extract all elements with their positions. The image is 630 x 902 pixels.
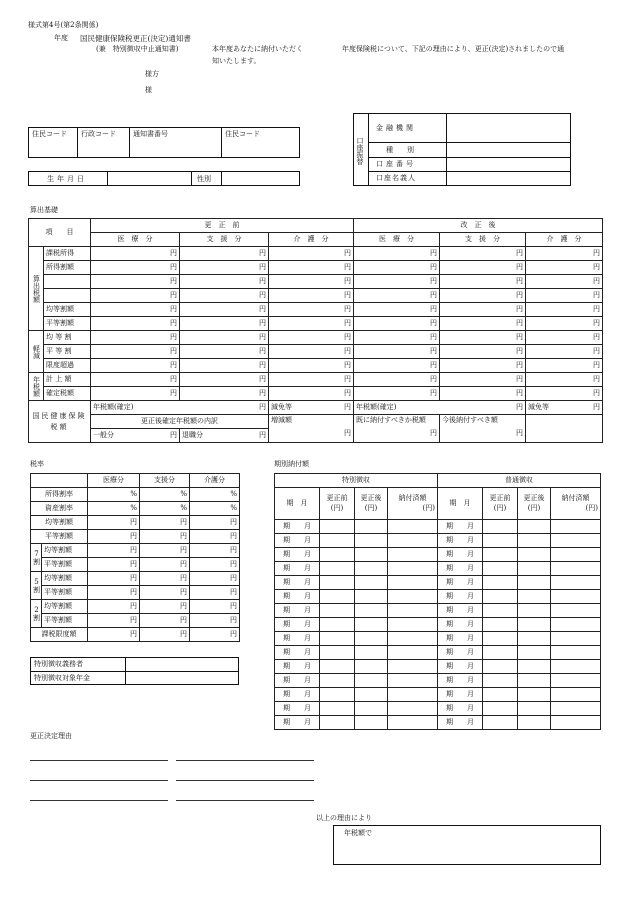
rate-value-cell: 円 — [140, 516, 190, 530]
row-label: 所得割額 — [44, 261, 91, 275]
special-obligor-label: 特別徴収義務者 — [34, 660, 83, 668]
rate-row-label: 均等割額 — [31, 516, 88, 530]
amount-cell — [320, 618, 355, 632]
period-cell: 期 月 — [438, 590, 483, 604]
future-due-label: 今後納付すべき額 — [442, 416, 498, 424]
row-label: 均等割額 — [44, 303, 91, 317]
before-care-header: 介 護 分 — [269, 233, 354, 247]
account-holder-label: 口座名義人 — [376, 174, 416, 182]
rates-section-title: 税率 — [30, 460, 44, 468]
amount-cell — [320, 660, 355, 674]
rate-value-cell: 円 — [190, 572, 240, 586]
rate-value-cell: 円 — [140, 628, 190, 642]
period-header: 期 月 — [275, 488, 320, 520]
amount-cell — [388, 618, 438, 632]
table-row: 円 円 円 円 円 円 — [29, 289, 603, 303]
rate-reduction-group: 5割 — [31, 572, 42, 600]
rate-value-cell: 円 — [88, 614, 140, 628]
basis-section-title: 算出基礎 — [30, 206, 58, 214]
table-row — [31, 558, 240, 572]
rate-row-label: 所得割率 — [31, 488, 88, 502]
amount-cell — [320, 520, 355, 534]
row-label — [44, 275, 91, 289]
amount-cell — [551, 562, 601, 576]
table-row — [275, 632, 601, 646]
period-cell: 期 月 — [438, 604, 483, 618]
ordinary-collection-header: 普通徴収 — [438, 474, 601, 488]
table-row — [275, 520, 601, 534]
rate-value-cell: 円 — [190, 600, 240, 614]
amount-cell — [388, 688, 438, 702]
period-cell: 期 月 — [438, 548, 483, 562]
rate-support-header: 支援分 — [140, 474, 190, 488]
birth-row — [28, 171, 300, 186]
period-cell: 期 月 — [275, 548, 320, 562]
resident-code-label: 住民コード — [32, 130, 67, 138]
amount-cell — [388, 716, 438, 730]
breakdown-label: 更正後確定年税額の内訳 — [91, 415, 269, 429]
rate-value-cell: 円 — [140, 586, 190, 600]
document-title: 国民健康保険税更正(決定)通知書 — [80, 34, 191, 43]
rate-value-cell: 円 — [88, 572, 140, 586]
amount-cell — [551, 604, 601, 618]
amount-cell — [388, 548, 438, 562]
amount-cell — [483, 520, 518, 534]
period-header-ordinary: 期 月 — [438, 488, 483, 520]
code-box — [28, 127, 300, 158]
amount-cell — [355, 688, 388, 702]
after-header: 改 正 後 — [354, 219, 603, 233]
table-row: 限度超過 円 円 円 円 円 円 — [29, 359, 603, 373]
reason-line — [176, 800, 314, 801]
amount-cell — [551, 674, 601, 688]
admin-code-label: 行政コード — [81, 130, 116, 138]
before-support-header: 支 援 分 — [180, 233, 269, 247]
rate-row-label: 均等割額 — [42, 600, 88, 614]
row-label: 確定税額 — [44, 387, 91, 401]
reason-line — [30, 800, 168, 801]
annual-confirmed-after-label: 年税額(確定) — [356, 403, 397, 411]
bank-transfer-label: 口座振替 — [356, 137, 364, 165]
by-reason-label: 以上の理由により — [316, 814, 372, 822]
table-row — [31, 572, 240, 586]
table-row — [31, 516, 240, 530]
amount-cell — [551, 590, 601, 604]
form-number: 様式第4号(第2条関係) — [28, 21, 99, 29]
period-cell: 期 月 — [275, 618, 320, 632]
period-cell: 期 月 — [275, 604, 320, 618]
rate-value-cell: 円 — [140, 530, 190, 544]
row-label: 限度超過 — [44, 359, 91, 373]
rate-value-cell: 円 — [190, 614, 240, 628]
amount-cell — [355, 520, 388, 534]
row-label: 課税所得 — [44, 247, 91, 261]
amount-cell — [551, 548, 601, 562]
reason-line — [30, 780, 168, 781]
installments-section-title: 期別納付額 — [274, 460, 309, 468]
period-cell: 期 月 — [275, 576, 320, 590]
amount-cell — [551, 660, 601, 674]
notice-number-label: 通知書番号 — [133, 130, 168, 138]
amount-cell — [388, 604, 438, 618]
amount-cell — [483, 674, 518, 688]
amount-cell — [483, 716, 518, 730]
amount-cell — [388, 590, 438, 604]
period-cell: 期 月 — [275, 562, 320, 576]
reason-line — [30, 760, 168, 761]
amount-cell — [388, 660, 438, 674]
amount-cell — [320, 632, 355, 646]
amount-cell — [355, 618, 388, 632]
amount-cell — [518, 590, 551, 604]
amount-cell — [355, 590, 388, 604]
table-row: 年税額 計 上 額 円 円 円 円 円 円 — [29, 373, 603, 387]
amount-cell — [518, 520, 551, 534]
bank-transfer-box — [353, 113, 571, 186]
amount-cell — [355, 674, 388, 688]
reason-line — [176, 780, 314, 781]
rate-value-cell: % — [88, 502, 140, 516]
rate-row-label: 均等割額 — [42, 544, 88, 558]
reason-line — [176, 760, 314, 761]
table-row — [275, 660, 601, 674]
row-label — [44, 289, 91, 303]
amount-cell — [355, 562, 388, 576]
amount-cell — [518, 548, 551, 562]
amount-cell — [320, 590, 355, 604]
amount-cell — [320, 702, 355, 716]
rate-value-cell: % — [140, 502, 190, 516]
group-calculated-tax: 算出税額 — [29, 247, 44, 331]
table-row: 確定税額 円 円 円 円 円 円 — [29, 387, 603, 401]
amount-cell — [483, 646, 518, 660]
amount-cell — [551, 618, 601, 632]
period-cell: 期 月 — [275, 688, 320, 702]
period-cell: 期 月 — [438, 688, 483, 702]
rate-reduction-group: 7割 — [31, 544, 42, 572]
period-cell: 期 月 — [275, 716, 320, 730]
table-row — [31, 600, 240, 614]
amount-cell — [518, 646, 551, 660]
amount-cell — [320, 674, 355, 688]
rate-row-label: 課税限度額 — [31, 628, 88, 642]
amount-cell — [355, 576, 388, 590]
annual-tax-label: 年税額で — [344, 829, 372, 837]
period-cell: 期 月 — [438, 534, 483, 548]
amount-cell — [483, 632, 518, 646]
row-label: 計 上 額 — [44, 373, 91, 387]
table-row: 軽減 均 等 割 円 円 円 円 円 円 — [29, 331, 603, 345]
amount-cell — [551, 688, 601, 702]
account-type-label: 種 別 — [386, 146, 414, 154]
rate-value-cell: 円 — [88, 558, 140, 572]
table-row — [275, 716, 601, 730]
amount-cell — [483, 534, 518, 548]
amount-cell — [355, 646, 388, 660]
rate-reduction-group: 2割 — [31, 600, 42, 628]
rate-value-cell: % — [190, 502, 240, 516]
period-cell: 期 月 — [275, 646, 320, 660]
rate-value-cell: 円 — [190, 558, 240, 572]
amount-cell — [518, 674, 551, 688]
addressee-name: 様 — [145, 86, 152, 94]
amount-cell — [483, 702, 518, 716]
rate-value-cell: 円 — [88, 530, 140, 544]
amount-cell — [483, 576, 518, 590]
period-cell: 期 月 — [275, 632, 320, 646]
notice-message-1: 本年度あなたに納付いただく — [212, 45, 303, 53]
rate-value-cell: 円 — [140, 572, 190, 586]
period-cell: 期 月 — [438, 618, 483, 632]
period-cell: 期 月 — [438, 520, 483, 534]
amount-cell — [388, 632, 438, 646]
table-row: 均等割額 円 円 円 円 円 円 — [29, 303, 603, 317]
amount-cell — [483, 660, 518, 674]
rate-value-cell: 円 — [190, 586, 240, 600]
tax-rate-table — [30, 473, 240, 642]
period-cell: 期 月 — [438, 702, 483, 716]
rate-value-cell: 円 — [88, 600, 140, 614]
rate-row-label: 資産割率 — [31, 502, 88, 516]
row-label: 平等割額 — [44, 317, 91, 331]
annual-tax-box — [333, 825, 601, 865]
rate-value-cell: % — [140, 488, 190, 502]
amount-cell — [483, 618, 518, 632]
period-cell: 期 月 — [275, 534, 320, 548]
rate-row-label: 平等割額 — [42, 558, 88, 572]
amount-cell — [320, 548, 355, 562]
table-row — [31, 544, 240, 558]
amount-cell — [518, 618, 551, 632]
calculation-basis-table: 項 目 更 正 前 改 正 後 医 療 分 支 援 分 介 護 分 医 療 分 支 援 分 介 護 分 算出税額 課税所得 円 円 円 円 円 円 所得割額 円 円 円 円 円 円 円 円 円 円 円 円 円 円 円 円 円 円 均等割額 円 円 円 円 円 円 平等割額 円 円 円 円 円 円 軽減 均 等 割 円 円 円 円 円 円 平 等 割 円 円 円 円 円 円 限度超過 円 円 円 円 円 円 年税額 計 上 額 円 円 円 円 円 円 確定税額 円 円 円 円 円 円 国民健康保険税額 年税額(確定) 円 減免等 円 年税額(確定) 円 減免等 円 更正後確定年税額の内訳 増減額 円 既に納付すべきか税額 円 今後納付すべき額 円 一般分 円 退職分 円 — [28, 218, 603, 443]
special-pension-label: 特別徴収対象年金 — [34, 674, 90, 682]
reason-title: 更正決定理由 — [30, 732, 72, 740]
table-row: 円 円 円 円 円 円 — [29, 275, 603, 289]
after-medical-header: 医 療 分 — [354, 233, 440, 247]
amount-cell — [483, 688, 518, 702]
amount-cell — [518, 660, 551, 674]
sex-label: 性別 — [197, 175, 211, 183]
amount-cell — [551, 716, 601, 730]
special-collection-header: 特別徴収 — [275, 474, 438, 488]
table-row — [275, 590, 601, 604]
amount-cell — [518, 534, 551, 548]
amount-cell — [320, 534, 355, 548]
nhi-tax-label: 国民健康保険税額 — [29, 401, 91, 443]
rate-row-label: 均等割額 — [42, 572, 88, 586]
table-row — [31, 614, 240, 628]
rate-medical-header: 医療分 — [88, 474, 140, 488]
amount-cell — [388, 702, 438, 716]
rate-value-cell: 円 — [190, 516, 240, 530]
rate-value-cell: 円 — [140, 544, 190, 558]
retiree-label: 退職分 — [182, 431, 203, 439]
amount-cell — [518, 562, 551, 576]
table-row — [275, 548, 601, 562]
amount-cell — [355, 660, 388, 674]
amount-cell — [551, 702, 601, 716]
amount-cell — [320, 688, 355, 702]
table-row — [31, 502, 240, 516]
table-row — [275, 674, 601, 688]
general-label: 一般分 — [93, 431, 114, 439]
rate-value-cell: 円 — [140, 558, 190, 572]
rate-value-cell: 円 — [190, 544, 240, 558]
amount-cell — [518, 576, 551, 590]
special-collection-box — [30, 657, 239, 685]
amount-cell — [355, 716, 388, 730]
group-annual-tax: 年税額 — [29, 373, 44, 401]
item-header: 項 目 — [29, 219, 91, 247]
table-row — [31, 628, 240, 642]
amount-cell — [551, 520, 601, 534]
amount-cell — [355, 702, 388, 716]
amount-cell — [518, 716, 551, 730]
row-label: 平 等 割 — [44, 345, 91, 359]
period-cell: 期 月 — [438, 716, 483, 730]
amount-cell — [388, 534, 438, 548]
exemption-label: 減免等 — [271, 403, 292, 411]
table-row: 平 等 割 円 円 円 円 円 円 — [29, 345, 603, 359]
resident-code-label-2: 住民コード — [225, 130, 260, 138]
amount-cell — [388, 674, 438, 688]
annual-confirmed-label: 年税額(確定) — [93, 403, 134, 411]
amount-cell — [320, 562, 355, 576]
amount-cell — [483, 562, 518, 576]
document-subtitle: (兼 特別徴収中止通知書) — [96, 45, 179, 53]
amount-cell — [518, 688, 551, 702]
amount-cell — [551, 576, 601, 590]
increase-decrease-label: 増減額 — [271, 416, 292, 424]
rate-value-cell: 円 — [88, 544, 140, 558]
rate-row-label: 平等割額 — [42, 586, 88, 600]
rate-value-cell: 円 — [88, 586, 140, 600]
amount-cell — [320, 604, 355, 618]
rate-row-label: 平等割額 — [42, 614, 88, 628]
table-row — [31, 530, 240, 544]
amount-cell — [320, 646, 355, 660]
row-label: 均 等 割 — [44, 331, 91, 345]
table-row — [31, 488, 240, 502]
period-cell: 期 月 — [438, 576, 483, 590]
addressee-care-of: 様方 — [145, 70, 159, 78]
table-row: 算出税額 課税所得 円 円 円 円 円 円 — [29, 247, 603, 261]
period-cell: 期 月 — [438, 674, 483, 688]
birth-date-label: 生年月日 — [47, 175, 87, 183]
installments-table: 特別徴収 普通徴収 期 月 更正前 (円) 更正後 (円) 納付済額 (円) 期 月 更正前 (円) 更正後 (円) 納付済額 (円) 期 月 期 月 期 月 期 月 期 月 期 月 期 月 期 月 期 月 期 月 期 月 期 月 期 月 期 月 期 月 期 月 期 月 期 月 期 月 期 月 期 月 期 月 期 月 期 月 期 月 期 月 期 月 期 月 期 月 期 月 — [274, 473, 601, 730]
rate-value-cell: 円 — [88, 516, 140, 530]
bank-institution-label: 金融機関 — [376, 124, 416, 132]
period-cell: 期 月 — [275, 674, 320, 688]
before-medical-header: 医 療 分 — [91, 233, 180, 247]
notice-message-3: 知いたします。 — [212, 57, 261, 65]
amount-cell — [388, 520, 438, 534]
amount-cell — [355, 604, 388, 618]
period-cell: 期 月 — [275, 590, 320, 604]
table-row — [275, 562, 601, 576]
table-row — [275, 618, 601, 632]
table-row — [275, 534, 601, 548]
amount-cell — [355, 534, 388, 548]
already-due-label: 既に納付すべきか税額 — [356, 416, 426, 424]
period-cell: 期 月 — [438, 562, 483, 576]
rate-value-cell: 円 — [88, 628, 140, 642]
amount-cell — [355, 632, 388, 646]
rate-value-cell: 円 — [190, 530, 240, 544]
amount-cell — [551, 646, 601, 660]
table-row — [275, 702, 601, 716]
table-row: 所得割額 円 円 円 円 円 円 — [29, 261, 603, 275]
rate-row-label: 平等割額 — [31, 530, 88, 544]
table-row — [275, 604, 601, 618]
period-cell: 期 月 — [275, 520, 320, 534]
rate-value-cell: 円 — [190, 628, 240, 642]
amount-cell — [518, 702, 551, 716]
amount-cell — [551, 632, 601, 646]
year-label: 年度 — [54, 34, 68, 42]
rate-value-cell: % — [190, 488, 240, 502]
after-care-header: 介 護 分 — [526, 233, 603, 247]
table-row — [31, 586, 240, 600]
amount-cell — [320, 716, 355, 730]
amount-cell — [320, 576, 355, 590]
table-row — [275, 688, 601, 702]
amount-cell — [388, 646, 438, 660]
notice-message-2: 年度保険税について、下記の理由により、更正(決定)されましたので通 — [342, 45, 565, 53]
exemption-after-label: 減免等 — [528, 403, 550, 411]
table-row: 平等割額 円 円 円 円 円 円 — [29, 317, 603, 331]
amount-cell — [483, 548, 518, 562]
before-header: 更 正 前 — [91, 219, 354, 233]
period-cell: 期 月 — [275, 660, 320, 674]
rate-value-cell: 円 — [140, 600, 190, 614]
amount-cell — [483, 604, 518, 618]
period-cell: 期 月 — [438, 660, 483, 674]
amount-cell — [483, 590, 518, 604]
amount-cell — [355, 548, 388, 562]
rate-care-header: 介護分 — [190, 474, 240, 488]
table-row — [275, 576, 601, 590]
amount-cell — [518, 632, 551, 646]
amount-cell — [388, 562, 438, 576]
after-support-header: 支 援 分 — [440, 233, 526, 247]
period-cell: 期 月 — [275, 702, 320, 716]
rate-value-cell: % — [88, 488, 140, 502]
amount-cell — [388, 576, 438, 590]
group-reduction: 軽減 — [29, 331, 44, 373]
account-number-label: 口座番号 — [376, 160, 416, 168]
rate-value-cell: 円 — [140, 614, 190, 628]
period-cell: 期 月 — [438, 646, 483, 660]
amount-cell — [551, 534, 601, 548]
period-cell: 期 月 — [438, 632, 483, 646]
amount-cell — [518, 604, 551, 618]
table-row — [275, 646, 601, 660]
